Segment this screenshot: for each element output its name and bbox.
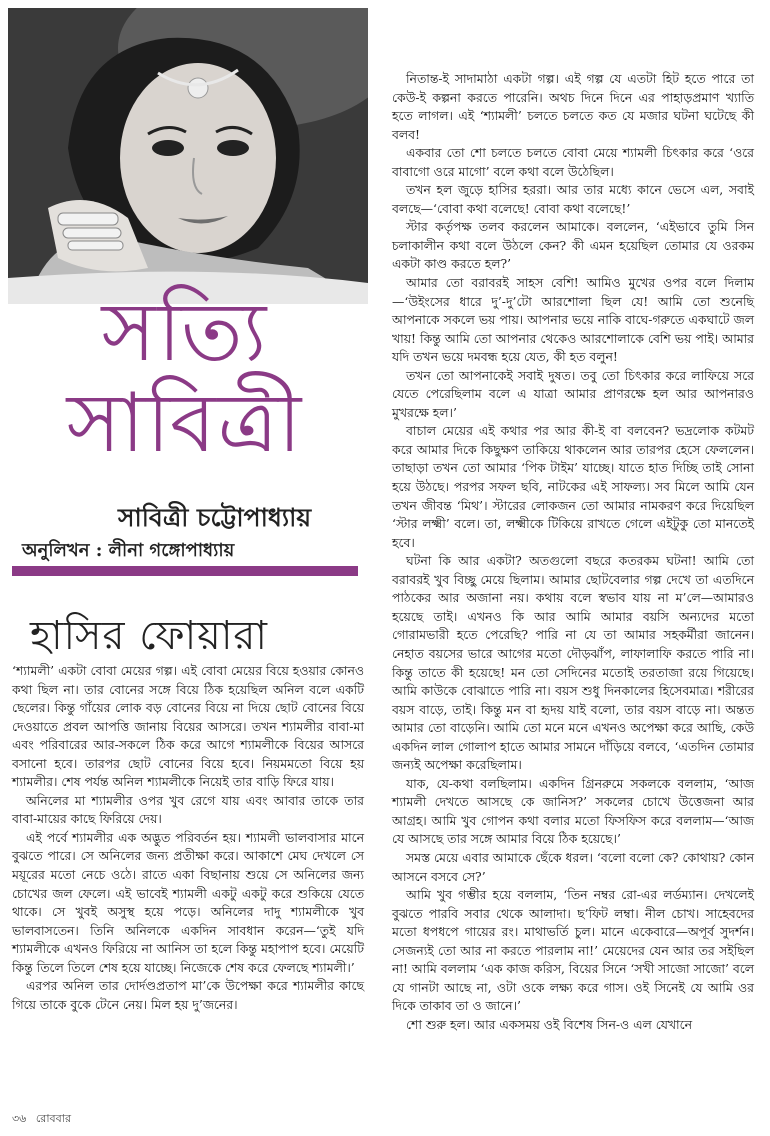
paragraph: নিতান্ত-ই সাদামাঠা একটা গল্প। এই গল্প যে এতটা হিট হতে পারে তা কেউ-ই কল্পনা করতে পারেনি। অথচ দিনে দিনে এর পাহাড়প্রমাণ খ্যাতি হতে লাগল। এই ‘শ্যামলী’ চলতে চলতে কত যে মজার ঘটনা ঘটেছে কী বলব! — [392, 71, 754, 142]
paragraph: যাক, যে-কথা বলছিলাম। একদিন গ্রিনরুমে সকলকে বললাম, ‘আজ শ্যামলী দেখতে আসছে কে জানিস?’ সকলের চোখে উত্তেজনা আর আগ্রহ। আমি খুব গোপন কথা বলার মতো ফিসফিস করে বললাম—‘আজ যে আসছে তার সঙ্গে আমার বিয়ে ঠিক হয়েছে।’ — [392, 775, 754, 847]
paragraph: একবার তো শো চলতে চলতে বোবা মেয়ে শ্যামলী চিৎকার করে ‘ওরে বাবাগো ওরে মাগো’ বলে কথা বলে উঠেছিল। — [392, 145, 754, 179]
paragraph: শো শুরু হল। আর একসময় ওই বিশেষ সিন-ও এল যেখানে — [406, 1016, 692, 1032]
right-column — [392, 70, 754, 1034]
paragraph: বাচাল মেয়ের এই কথার পর আর কী-ই বা বলবেন? ভদ্রলোক কটমট করে আমার দিকে কিছুক্ষণ তাকিয়ে থাকলেন আর তারপর হেসে ফেললেন। তাছাড়া তখন তো আমার ‘পিক টাইম’ যাচ্ছে। যাতে হাত দিচ্ছি তাই সোনা হয়ে উঠছে। পরপর সফল ছবি, নাটকের এই সাফল্য। সব মিলে আমি যেন তখন জীবন্ত ‘মিথ’। স্টারের লোকজন তো আমার নামকরণ করে দিয়েছিল ‘স্টার লক্ষ্মী’ বলে। তা, লক্ষ্মীকে টিকিয়ে রাখতে গেলে এইটুকু তো মানতেই হবে। — [392, 423, 754, 550]
paragraph: সমস্ত মেয়ে এবার আমাকে ছেঁকে ধরল। ‘বলো বলো কে? কোথায়? কোন আসনে বসবে সে?’ — [392, 849, 754, 884]
title-line-2: সাবিত্রী — [66, 376, 304, 471]
portrait-photo — [8, 8, 368, 304]
paragraph: তখন তো আপনাকেই সবাই দুষত। তবু তো চিৎকার করে লাফিয়ে সরে যেতে পেরেছিলাম বলে এ যাত্রা আমার প্রাণরক্ষে হল আর আপনারও মুখরক্ষে হল।’ — [392, 367, 754, 420]
paragraph: এরপর অনিল তার দোর্দণ্ডপ্রতাপ মা’কে উপেক্ষা করে শ্যামলীর কাছে গিয়ে তাকে বুকে টেনে নেয়। মিল হয় দু’জনের। — [12, 978, 364, 1012]
paragraph: তখন হল জুড়ে হাসির হররা। আর তার মধ্যে কানে ভেসে এল, সবাই বলছে—‘বোবা কথা বলেছে! বোবা কথা বলেছে!’ — [392, 182, 754, 216]
portrait-illustration — [8, 8, 368, 304]
left-column — [12, 662, 364, 1014]
paragraph: এই পর্বে শ্যামলীর এক অদ্ভুত পরিবর্তন হয়। শ্যামলী ভালবাসার মানে বুঝতে পারে। সে অনিলের জন্য প্রতীক্ষা করে। আকাশে মেঘ দেখলে সে ময়ূরের মতো নেচে ওঠে। রাতে একা বিছানায় শুয়ে সে অনিলের জন্য চোখের জল ফেলে। এই ভাবেই শ্যামলী একটু একটু করে শুকিয়ে যেতে থাকে। সে খুবই অসুস্থ হয়ে পড়ে। অনিলের দাদু শ্যামলীকে খুব ভালবাসতেন। তিনি অনিলকে একদিন সাবধান করেন—‘তুই যদি শ্যামলীকে এখনও ফিরিয়ে না আনিস তা হলে কিন্তু মহাপাপ হবে। মেয়েটি কিন্তু তিলে তিলে শেষ হয়ে যাচ্ছে। নিজেকে শেষ করে ফেলছে শ্যামলী।’ — [12, 829, 364, 975]
title-line-1: সত্যি — [101, 285, 269, 380]
transcriber-credit: অনুলিখন : লীনা গঙ্গোপাধ্যায় — [22, 540, 235, 561]
section-subtitle: হাসির ফোয়ারা — [30, 613, 269, 659]
page-footer — [12, 1110, 77, 1129]
author-name: সাবিত্রী চট্টোপাধ্যায় — [118, 503, 312, 532]
paragraph: আমার তো বরাবরই সাহস বেশি! আমিও মুখের ওপর বলে দিলাম—‘উইংসের ধারে দু’-দু’টো আরশোলা ছিল যে! আমি তো শুনেছি আপনাকে সকলে ভয় পায়। আপনার ভয়ে নাকি বাঘে-গরুতে একঘাটে জল খায়! কিন্তু আমি তো আপনার থেকেও আরশোলাকে বেশি ভয় পাই। আমার যদি তখন ভয়ে দমবন্ধ হয়ে যেত, কী হত বলুন! — [392, 275, 754, 365]
paragraph: স্টার কর্তৃপক্ষ তলব করলেন আমাকে। বললেন, ‘এইভাবে তুমি সিন চলাকালীন কথা বলে উঠলে কেন? কী এমন হয়েছিল তোমার যে ওরকম একটা কাণ্ড করতে হল?’ — [392, 219, 754, 272]
paragraph: অনিলের মা শ্যামলীর ওপর খুব রেগে যায় এবং আবার তাকে তার বাবা-মায়ের কাছে ফিরিয়ে দেয়। — [12, 792, 364, 827]
section-name: রোববার — [35, 1112, 72, 1125]
paragraph: ঘটনা কি আর একটা? অতগুলো বছরে কতরকম ঘটনা! আমি তো বরাবরই খুব বিচ্ছু মেয়ে ছিলাম। আমার ছোটবেলার গল্প দেখে তা এতদিনে পাঠকের আর অজানা নয়। কথায় বলে স্বভাব যায় না ম’লে—আমারও হয়েছে তাই। এখনও কি আর আমি আমার বয়সি অন্যদের মতো গোরামভারী হতে পেরেছি? পারি না যে তা আমার সহকর্মীরা জানেন। নেহাত বয়সের ভারে আগের মতো দৌড়ঝাঁপ, লাফালাফি করতে পারি না। কিন্তু তাতে কী হয়েছে! মন তো সেদিনের মতোই তরতাজা রয়ে গিয়েছে। আমি কাউকে বোঝাতে পারি না। বয়স শুধু দিনকালের হিসেবমাত্র। শরীরের বয়স বাড়ে, তাই। কিন্তু মন বা হৃদয় যাই বলো, তার বয়স বাড়ে না। অন্তত আমার তো বাড়েনি। আমি তো মনে মনে এখনও অপেক্ষা করে আছি, কেউ একদিন লাল গোলাপ হাতে আমার সামনে দাঁড়িয়ে বলবে, ‘এতদিন তোমার জন্যই অপেক্ষা করেছিলাম। — [392, 553, 754, 773]
page-number: ৩৬ — [12, 1112, 27, 1125]
paragraph: আমি খুব গম্ভীর হয়ে বললাম, ‘তিন নম্বর রো-এর লর্ডম্যান। দেখলেই বুঝতে পারবি সবার থেকে আলাদা। ছ’ফিট লম্বা। নীল চোখ। সাহেবদের মতো ধপধপে গায়ের রং। মাথাভর্তি চুল। মানে একেবারে—অপূর্ব সুদর্শন। সেজন্যই তো আর না করতে পারলাম না!’ মেয়েদের যেন আর তর সইছিল না! আমি বললাম ‘এক কাজ করিস, বিয়ের সিনে ‘সখী সাজো সাজো’ বলে যে গানটা আছে না, ওটা ওকে লক্ষ্য করে গাস। ওই সিনেই যে আমি ওর দিকে তাকাব তা ও জানে।’ — [392, 887, 754, 1014]
paragraph: ‘শ্যামলী’ একটা বোবা মেয়ের গল্প। এই বোবা মেয়ের বিয়ে হওয়ার কোনও কথা ছিল না। তার বোনের সঙ্গে বিয়ে ঠিক হয়েছিল অনিল বলে একটি ছেলের। কিন্তু গাঁয়ের লোক বড় বোনের বিয়ে না দিয়ে ছোট বোনের বিয়ে দেওয়াতে প্রবল আপত্তি জানায় বিয়ের আসরে। তখন শ্যামলীর বাবা-মা এবং পরিবারের আর-সকলে ঠিক করে আগে শ্যামলীকে বিয়ের আসরে বসানো হবে। তারপর ছোট বোনের বিয়ে হবে। নিয়মমতো বিয়ে হয় শ্যামলীর। শেষ পর্যন্ত অনিল শ্যামলীকে নিয়েই তার বাড়ি ফিরে যায়। — [12, 663, 364, 790]
divider-bar — [12, 566, 358, 576]
